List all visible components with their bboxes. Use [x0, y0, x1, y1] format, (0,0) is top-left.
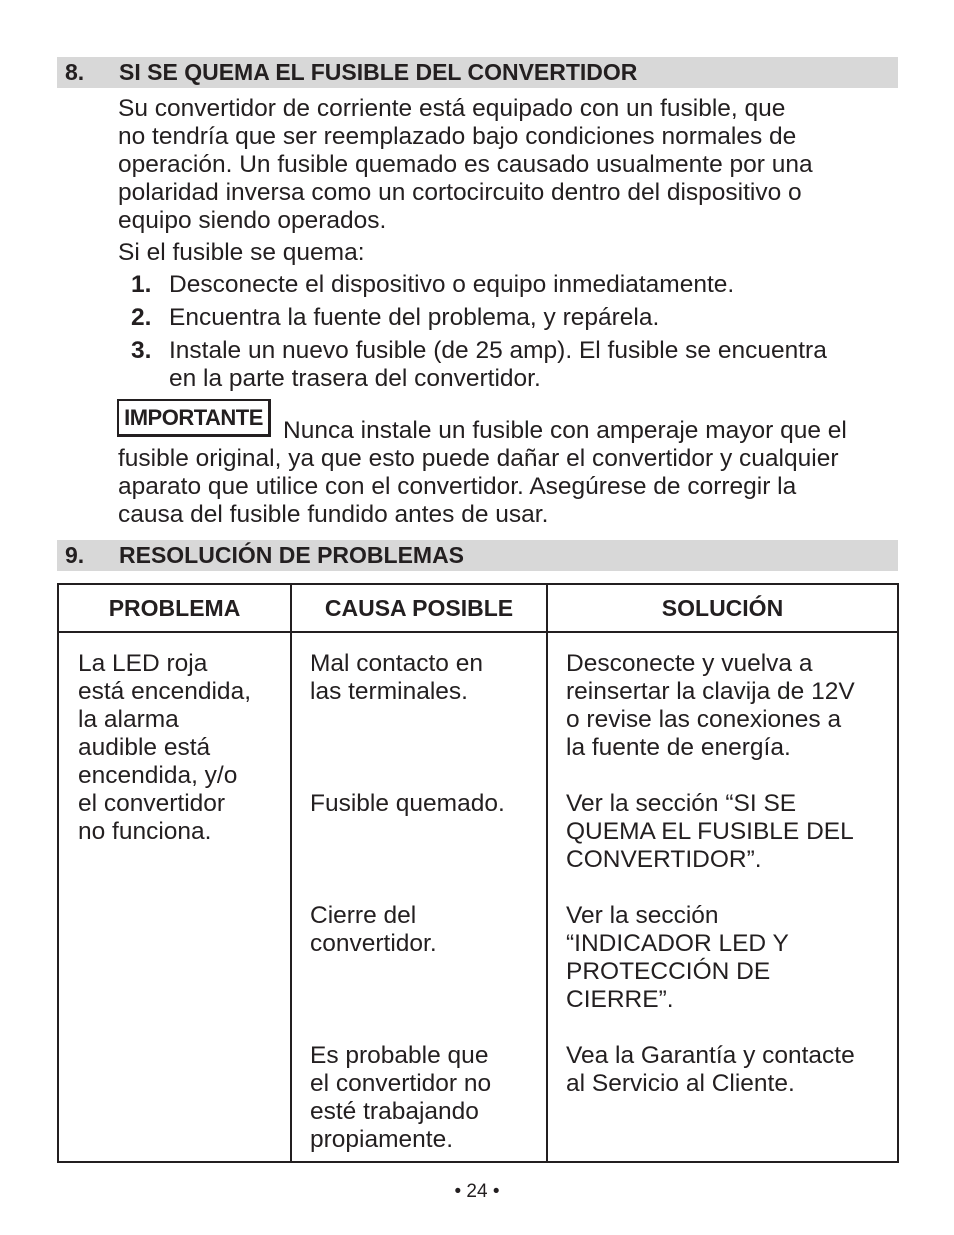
cause-line: propiamente. — [310, 1126, 454, 1153]
step-text: Instale un nuevo fusible (de 25 amp). El fusible se encuentra — [169, 337, 827, 364]
cause-entry — [310, 902, 538, 1042]
important-text: Nunca instale un fusible con amperaje mayor que el — [283, 417, 847, 444]
problem-line: audible está — [78, 734, 211, 761]
important-line: causa del fusible fundido antes de usar. — [118, 501, 549, 528]
step-item — [118, 337, 908, 393]
section-number: 8. — [65, 59, 85, 85]
cause-line: las terminales. — [310, 678, 468, 705]
cause-entry — [310, 1042, 538, 1154]
important-badge: IMPORTANTE — [117, 399, 271, 437]
step-item — [118, 304, 908, 332]
solution-line: “INDICADOR LED Y — [566, 930, 789, 957]
solution-line: al Servicio al Cliente. — [566, 1070, 795, 1097]
solution-line: reinsertar la clavija de 12V — [566, 678, 855, 705]
step-text: Encuentra la fuente del problema, y repárela. — [169, 304, 660, 331]
troubleshooting-table — [57, 583, 899, 1163]
solution-entry — [566, 790, 889, 902]
paragraph-line: polaridad inversa como un cortocircuito dentro del dispositivo o — [118, 179, 802, 206]
cause-line: Es probable que — [310, 1042, 489, 1069]
problem-line: no funciona. — [78, 818, 212, 845]
page-number: • 24 • — [454, 1181, 500, 1202]
problem-line: el convertidor — [78, 790, 226, 817]
paragraph-line: no tendría que ser reemplazado bajo condiciones normales de — [118, 123, 797, 150]
cause-cell — [291, 632, 547, 1162]
step-number: 1. — [131, 271, 152, 298]
paragraph-line: equipo siendo operados. — [118, 207, 387, 234]
cause-entry — [310, 790, 538, 902]
step-number: 3. — [131, 337, 152, 364]
problem-line: encendida, y/o — [78, 762, 238, 789]
solution-line: o revise las conexiones a — [566, 706, 842, 733]
solution-line: Desconecte y vuelva a — [566, 650, 813, 677]
solution-line: la fuente de energía. — [566, 734, 791, 761]
problem-cell — [58, 632, 291, 1162]
important-line: fusible original, ya que esto puede dañar el convertidor y cualquier — [118, 445, 839, 472]
paragraph-line: Su convertidor de corriente está equipado con un fusible, que — [118, 95, 786, 122]
solution-line: Ver la sección — [566, 902, 719, 929]
cause-line: el convertidor no — [310, 1070, 492, 1097]
solution-line: CONVERTIDOR”. — [566, 846, 762, 873]
problem-line: La LED roja — [78, 650, 208, 677]
fuse-intro: Si el fusible se quema: — [118, 239, 365, 266]
step-number: 2. — [131, 304, 152, 331]
section-9-header — [57, 540, 898, 571]
problem-line: está encendida, — [78, 678, 251, 705]
section-8-paragraph — [118, 95, 813, 235]
column-header-problem: PROBLEMA — [58, 584, 291, 632]
step-text: en la parte trasera del convertidor. — [169, 365, 541, 392]
solution-line: Vea la Garantía y contacte — [566, 1042, 855, 1069]
cause-line: esté trabajando — [310, 1098, 479, 1125]
table-header-row — [58, 584, 898, 632]
section-title: RESOLUCIÓN DE PROBLEMAS — [119, 542, 465, 568]
problem-line: la alarma — [78, 706, 179, 733]
steps-list — [118, 271, 908, 398]
solution-line: Ver la sección “SI SE — [566, 790, 797, 817]
section-8-header — [57, 57, 898, 88]
section-title: SI SE QUEMA EL FUSIBLE DEL CONVERTIDOR — [119, 59, 638, 85]
column-header-cause: CAUSA POSIBLE — [291, 584, 547, 632]
step-text: Desconecte el dispositivo o equipo inmediatamente. — [169, 271, 735, 298]
cause-line: Cierre del — [310, 902, 417, 929]
paragraph-line: operación. Un fusible quemado es causado usualmente por una — [118, 151, 813, 178]
solution-entry — [566, 902, 889, 1042]
solution-line: PROTECCIÓN DE — [566, 958, 771, 985]
solution-entry — [566, 650, 889, 790]
section-number: 9. — [65, 542, 85, 568]
solution-line: CIERRE”. — [566, 986, 674, 1013]
solution-entry — [566, 1042, 889, 1098]
solution-cell — [547, 632, 898, 1162]
important-line: aparato que utilice con el convertidor. Asegúrese de corregir la — [118, 473, 797, 500]
cause-entry — [310, 650, 538, 790]
step-item — [118, 271, 908, 299]
cause-line: Fusible quemado. — [310, 790, 505, 817]
cause-line: convertidor. — [310, 930, 437, 957]
solution-line: QUEMA EL FUSIBLE DEL — [566, 818, 854, 845]
table-row — [58, 632, 898, 1162]
cause-line: Mal contacto en — [310, 650, 483, 677]
important-text-cont — [118, 445, 838, 529]
column-header-solution: SOLUCIÓN — [547, 584, 898, 632]
